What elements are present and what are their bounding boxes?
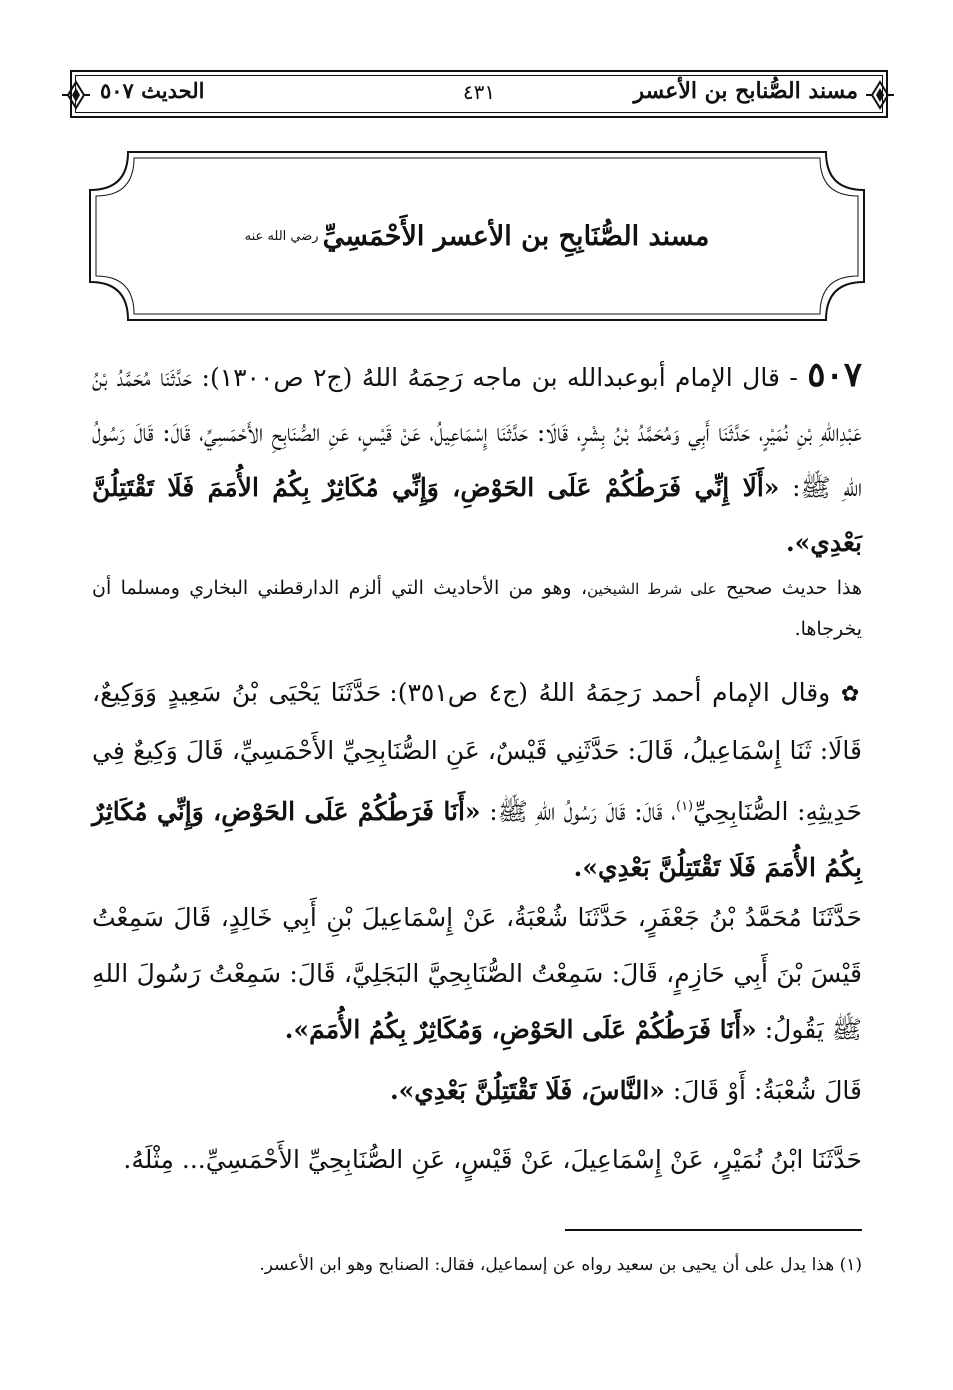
- grading-paragraph: [92, 568, 862, 649]
- running-header: [70, 70, 888, 118]
- grading-text-a: هذا حديث صحيح: [725, 577, 862, 599]
- hadith-paragraph-4: [92, 1063, 862, 1119]
- header-book-title: مسند الصُّنابح بن الأعسر: [633, 78, 858, 104]
- hadith-paragraph-1: [92, 348, 862, 570]
- grading-gloss: على شرط الشيخين: [587, 580, 717, 598]
- footnote-reference[interactable]: (١): [675, 799, 694, 814]
- hadith-quote: «النَّاسَ، فَلَا تَقْتَتِلُنَّ بَعْدِي».: [389, 1076, 665, 1105]
- grading-text-b: ، وهو من الأحاديث التي ألزم الدارقطني البخاري ومسلما أن يخرجاها.: [92, 577, 862, 640]
- honorific-glyph: رضي الله عنه: [244, 228, 319, 244]
- flower-ornament-icon: ✿: [840, 682, 862, 707]
- isnad-text: قَالَ شُعْبَةُ: أَوْ قَالَ:: [672, 1076, 862, 1105]
- isnad-text: - قال الإمام أبوعبدالله بن ماجه رَحِمَهُ اللهُ (ج٢ ص١٣٠٠): حَدَّثَنَا مُحَمَّدُ بْنُ عَبْدِاللهِ بْنِ نُمَيْرٍ، حَدَّثَنَا أَبِي وَمُحَمَّدُ بْنُ بِشْرٍ، قَالَا: حَدَّثَنَا إِسْمَاعِيلُ، عَنْ قَيْسٍ، عَنِ الصُّنَابِحِ الأَحْمَسِيِّ، قَالَ: قَالَ رَسُولُ اللهِ ﷺ:: [92, 363, 862, 502]
- isnad-text-continued: ، قَالَ: قَالَ رَسُولُ اللهِ ﷺ:: [489, 797, 676, 826]
- isnad-text: حَدَّثَنَا ابْنُ نُمَيْرٍ، عَنْ إِسْمَاعِيلَ، عَنْ قَيْسٍ، عَنِ الصُّنَابِحِيِّ الأَحْمَسِيِّ... مِثْلَهُ.: [123, 1145, 862, 1174]
- isnad-text: حَدَّثَنَا مُحَمَّدُ بْنُ جَعْفَرٍ، حَدَّثَنَا شُعْبَةُ، عَنْ إِسْمَاعِيلَ بْنِ أَبِي خَالِدٍ، قَالَ سَمِعْتُ قَيْسَ بْنَ أَبِي حَازِمٍ، قَالَ: سَمِعْتُ الصُّنَابِحِيَّ البَجَلِيَّ، قَالَ: سَمِعْتُ رَسُولَ اللهِ ﷺ يَقُولُ:: [92, 903, 862, 1044]
- header-hadith-label: الحديث ٥٠٧: [100, 78, 205, 103]
- header-page-number: ٤٣١: [462, 80, 496, 104]
- isnad-text: وقال الإمام أحمد رَحِمَهُ اللهُ (ج٤ ص٣٥١): حَدَّثَنَا يَحْيَى بْنُ سَعِيدٍ وَوَكِيعٌ، قَالَا: ثَنَا إِسْمَاعِيلُ، قَالَ: حَدَّثَنِي قَيْسٌ، عَنِ الصُّنَابِحِيِّ الأَحْمَسِيِّ، قَالَ وَكِيعٌ فِي حَدِيثِهِ: الصُّنَابِحِيِّ: [92, 678, 863, 826]
- hadith-paragraph-2: [92, 665, 862, 896]
- footnote-separator: [565, 1229, 862, 1231]
- header-ornament-right-icon: [866, 80, 894, 110]
- section-title: [88, 150, 866, 322]
- footnote: (١) هذا يدل على أن يحيى بن سعيد رواه عن إسماعيل، فقال: الصنابح وهو ابن الأعسر.: [259, 1255, 862, 1275]
- hadith-number: ٥٠٧: [807, 355, 862, 395]
- hadith-quote: «أَنَا فَرَطُكُمْ عَلَى الحَوْضِ، وَمُكَاثِرٌ بِكُمُ الأُمَمَ».: [284, 1015, 757, 1044]
- hadith-quote: «أَلَا إِنِّي فَرَطُكُمْ عَلَى الحَوْضِ، وَإِنِّي مُكَاثِرٌ بِكُمُ الأُمَمَ فَلَا تَقْتَتِلُنَّ بَعْدِي».: [92, 473, 862, 557]
- hadith-paragraph-5: [92, 1132, 862, 1188]
- hadith-quote: «أَنَا فَرَطُكُمْ عَلَى الحَوْضِ، وَإِنِّي مُكَاثِرٌ بِكُمُ الأُمَمَ فَلَا تَقْتَتِلُنَّ بَعْدِي».: [92, 797, 862, 882]
- hadith-paragraph-3: [92, 890, 862, 1058]
- section-title-text: مسند الصُّنَابِحِ بن الأعسر الأَحْمَسِيِّ: [322, 220, 710, 252]
